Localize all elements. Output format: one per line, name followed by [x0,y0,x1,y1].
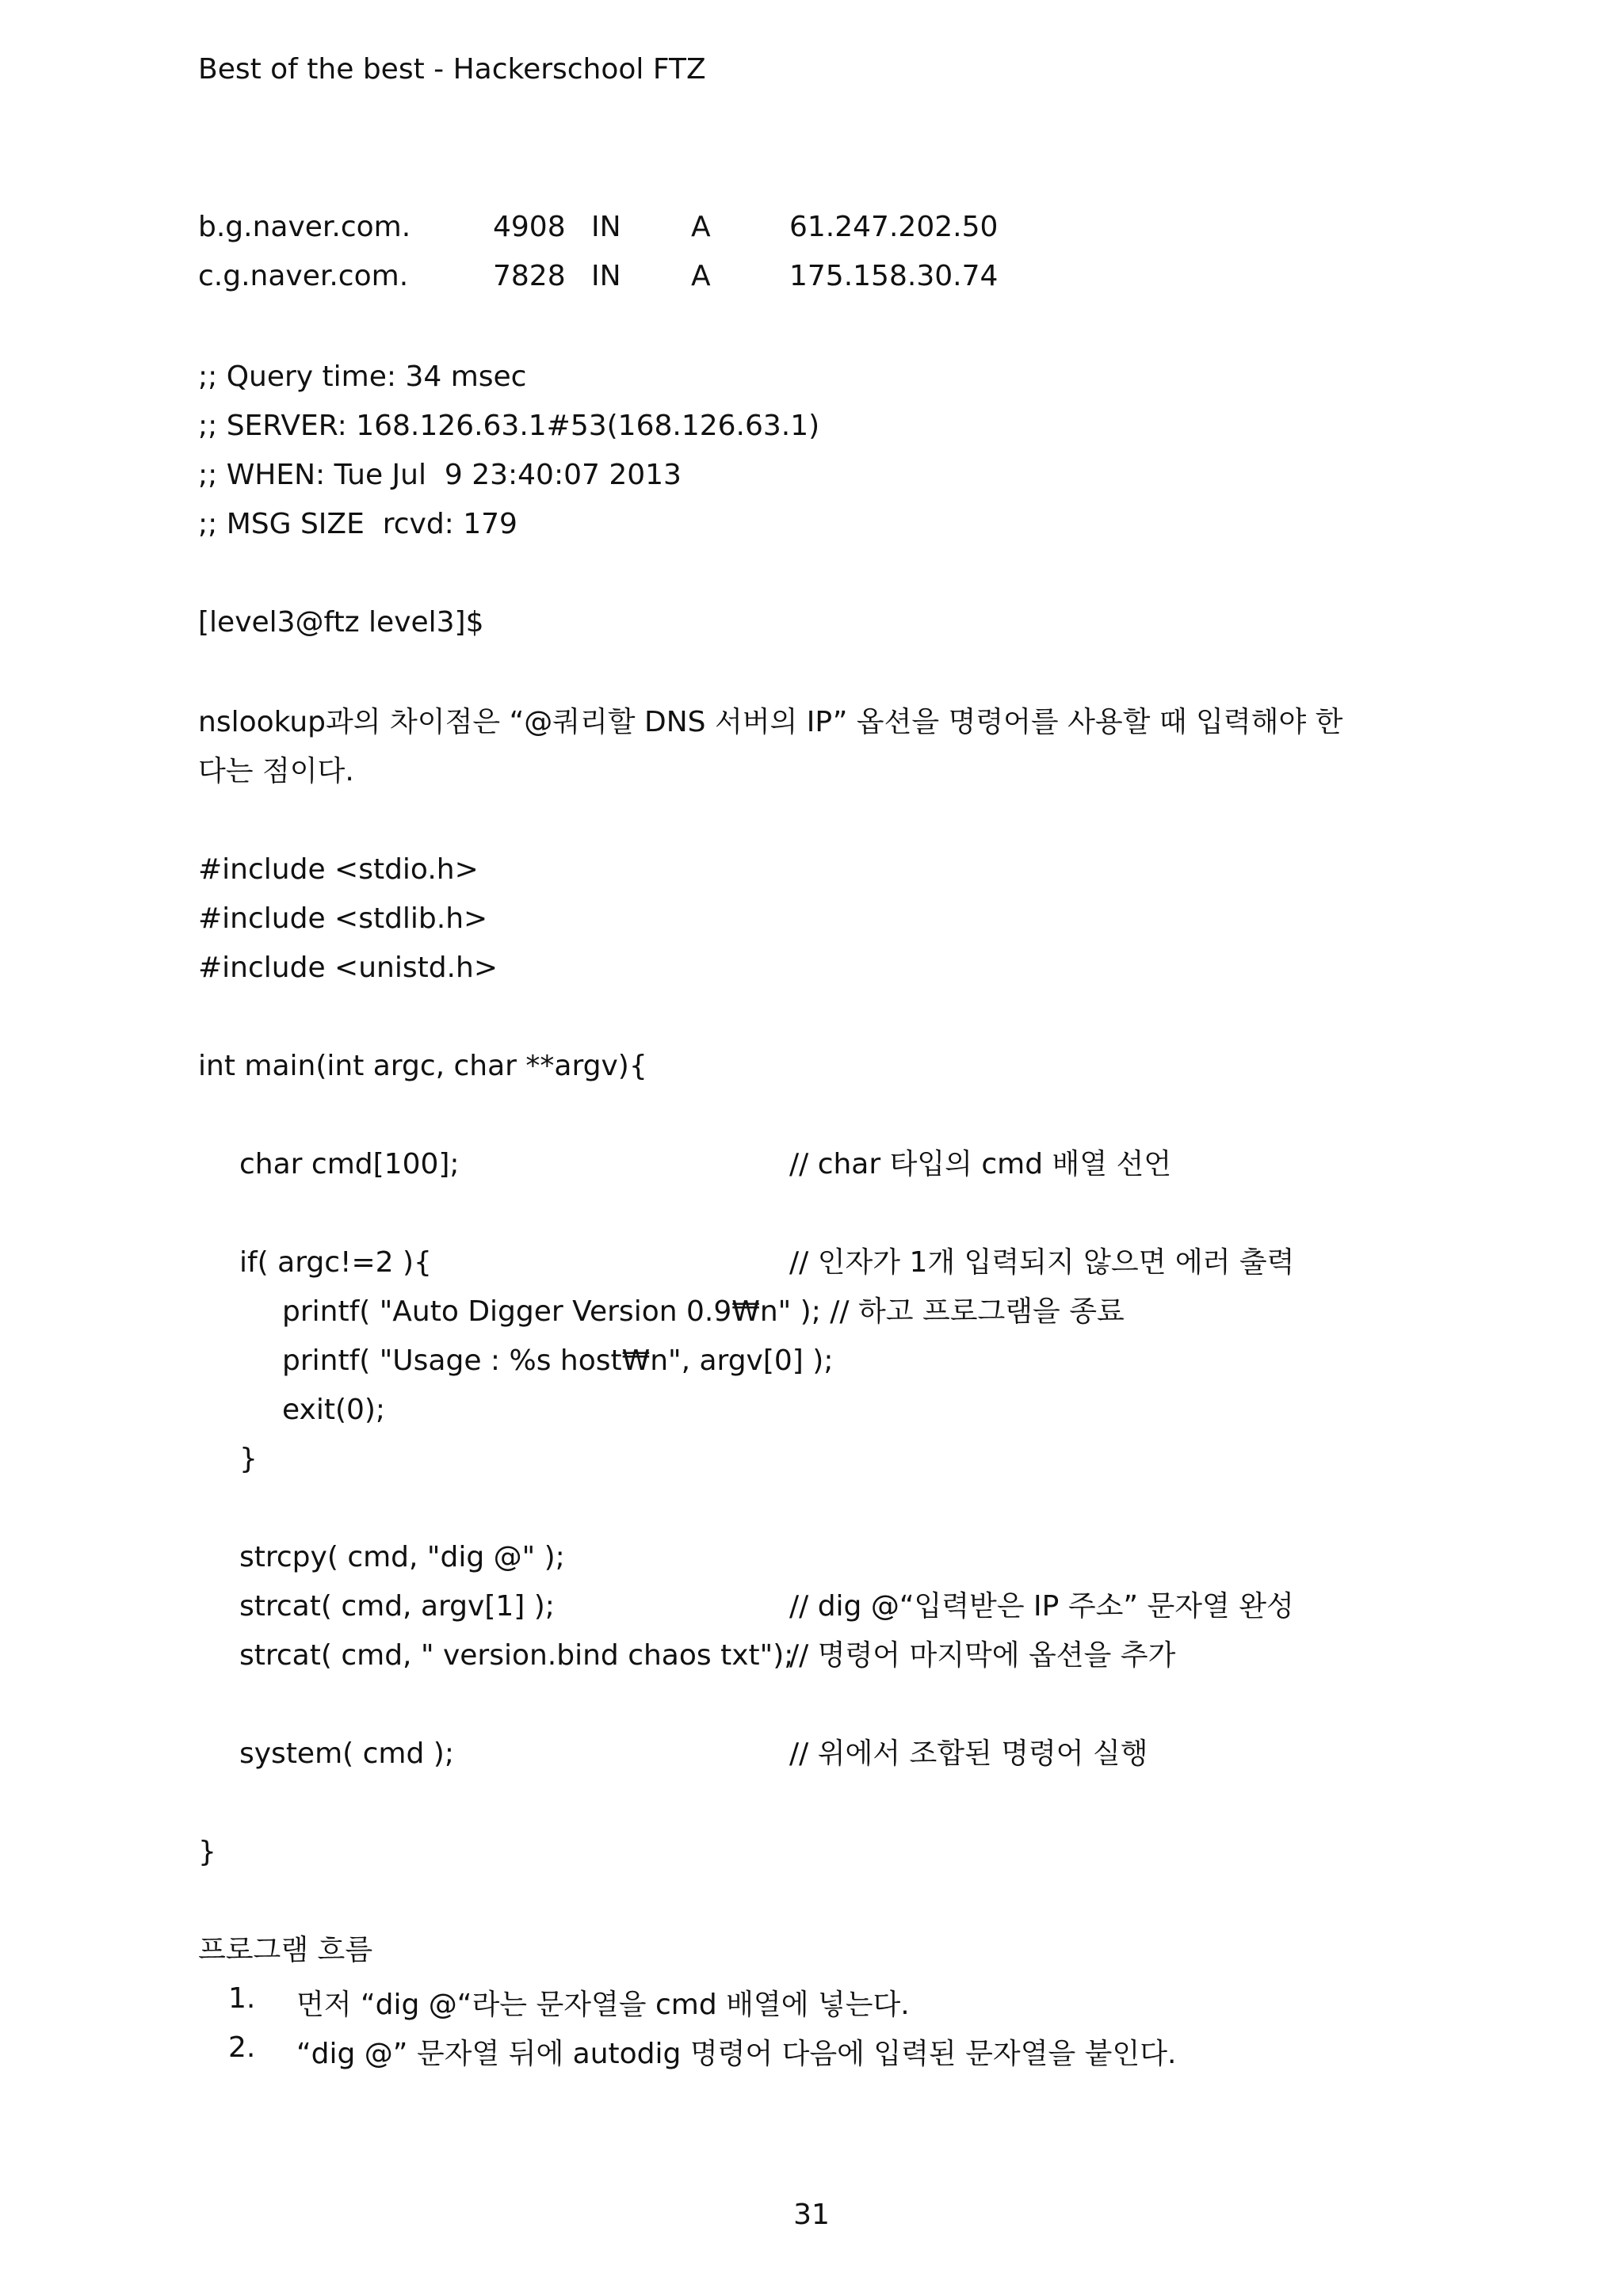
code-line: system( cmd ); [239,1737,454,1770]
dns-ttl: 4908 [493,211,566,243]
dns-type: A [691,260,711,292]
explanation-line: 다는 점이다. [198,755,354,788]
dns-type: A [691,211,711,243]
code-comment: // 명령어 마지막에 옵션을 추가 [789,1639,1176,1672]
code-line: exit(0); [282,1394,386,1426]
code-line: } [239,1443,258,1475]
dns-name: c.g.naver.com. [198,260,409,292]
code-comment: // 인자가 1개 입력되지 않으면 에러 출력 [789,1246,1295,1279]
include-line: #include <unistd.h> [198,952,498,984]
running-header: Best of the best - Hackerschool FTZ [198,53,706,86]
stat-line: ;; WHEN: Tue Jul 9 23:40:07 2013 [198,459,682,491]
stat-line: ;; Query time: 34 msec [198,360,527,393]
list-text: 먼저 “dig @“라는 문자열을 cmd 배열에 넣는다. [296,1989,910,2021]
code-line: printf( "Auto Digger Version 0.9₩n" ); // 하고 프로그램을 종료 [282,1295,1125,1328]
code-line: strcpy( cmd, "dig @" ); [239,1541,565,1573]
include-line: #include <stdio.h> [198,853,479,886]
code-comment: // dig @“입력받은 IP 주소” 문자열 완성 [789,1590,1294,1623]
dns-class: IN [591,211,621,243]
code-line: strcat( cmd, argv[1] ); [239,1590,555,1623]
dns-ip: 61.247.202.50 [789,211,999,243]
list-number: 2. [228,2031,256,2064]
main-signature: int main(int argc, char **argv){ [198,1050,647,1082]
code-line: char cmd[100]; [239,1148,460,1180]
code-line: strcat( cmd, " version.bind chaos txt"); [239,1639,794,1672]
code-line: printf( "Usage : %s host₩n", argv[0] ); [282,1344,834,1377]
list-number: 1. [228,1982,256,2015]
dns-ip: 175.158.30.74 [789,260,999,292]
dns-class: IN [591,260,621,292]
code-comment: // 위에서 조합된 명령어 실행 [789,1737,1148,1770]
dns-ttl: 7828 [493,260,566,292]
include-line: #include <stdlib.h> [198,902,488,935]
list-text: “dig @” 문자열 뒤에 autodig 명령어 다음에 입력된 문자열을 붙인다. [296,2038,1177,2070]
section-title: 프로그램 흐름 [198,1934,373,1966]
stat-line: ;; SERVER: 168.126.63.1#53(168.126.63.1) [198,410,820,442]
shell-prompt: [level3@ftz level3]$ [198,606,484,639]
code-line: if( argc!=2 ){ [239,1246,432,1279]
code-comment: // char 타입의 cmd 배열 선언 [789,1148,1172,1180]
code-line: } [198,1836,216,1868]
page-number: 31 [793,2199,830,2231]
explanation-line: nslookup과의 차이점은 “@쿼리할 DNS 서버의 IP” 옵션을 명령어를 사용할 때 입력해야 한 [198,706,1343,738]
stat-line: ;; MSG SIZE rcvd: 179 [198,508,517,540]
dns-name: b.g.naver.com. [198,211,411,243]
